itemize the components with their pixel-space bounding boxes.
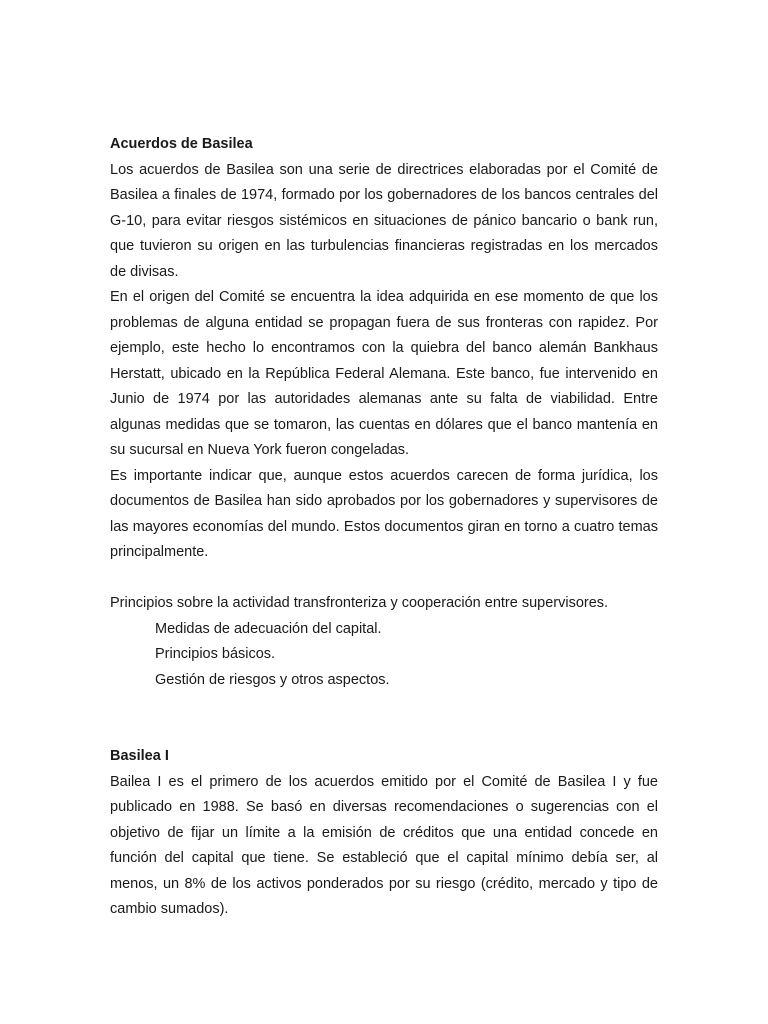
list-item-capital-adequacy: Medidas de adecuación del capital. <box>155 620 382 637</box>
blank-lines <box>110 693 658 744</box>
section-title-basilea-i: Basilea I <box>110 748 169 764</box>
list-item-risk-management: Gestión de riesgos y otros aspectos. <box>155 671 390 688</box>
document-body <box>110 132 658 923</box>
paragraph-importance: Es importante indicar que, aunque estos acuerdos carecen de forma jurídica, los documentos de Basilea han sido aprobados por los gobernadores y supervisores de las mayores economías del mundo. Estos documentos giran en torno a cuatro temas principalmente. <box>110 467 658 560</box>
paragraph-basilea-i: Bailea I es el primero de los acuerdos emitido por el Comité de Basilea I y fue publicado en 1988. Se basó en diversas recomendaciones o sugerencias con el objetivo de fijar un límite a la emisión de créditos que una entidad concede en función del capital que tiene. Se estableció que el capital mínimo debía ser, al menos, un 8% de los activos ponderados por su riesgo (crédito, mercado y tipo de cambio sumados). <box>110 773 658 917</box>
paragraph-intro: Los acuerdos de Basilea son una serie de directrices elaboradas por el Comité de Basilea a finales de 1974, formado por los gobernadores de los bancos centrales del G-10, para evitar riesgos sistémicos en situaciones de pánico bancario o bank run, que tuvieron su origen en las turbulencias financieras registradas en los mercados de divisas. <box>110 161 658 280</box>
blank-line <box>110 566 658 592</box>
list-item-basic-principles: Principios básicos. <box>155 646 276 662</box>
list-item-principles-crossborder: Principios sobre la actividad transfronteriza y cooperación entre supervisores. <box>110 595 609 611</box>
paragraph-origin: En el origen del Comité se encuentra la idea adquirida en ese momento de que los problemas de alguna entidad se propagan fuera de sus fronteras con rapidez. Por ejemplo, este hecho lo encontramos con la quiebra del banco alemán Bankhaus Herstatt, ubicado en la República Federal Alemana. Este banco, fue intervenido en Junio de 1974 por las autoridades alemanas ante su falta de viabilidad. Entre algunas medidas que se tomaron, las cuentas en dólares que el banco mantenía en su sucursal en Nueva York fueron congeladas. <box>110 289 658 458</box>
section-title-basilea-accords: Acuerdos de Basilea <box>110 136 253 152</box>
